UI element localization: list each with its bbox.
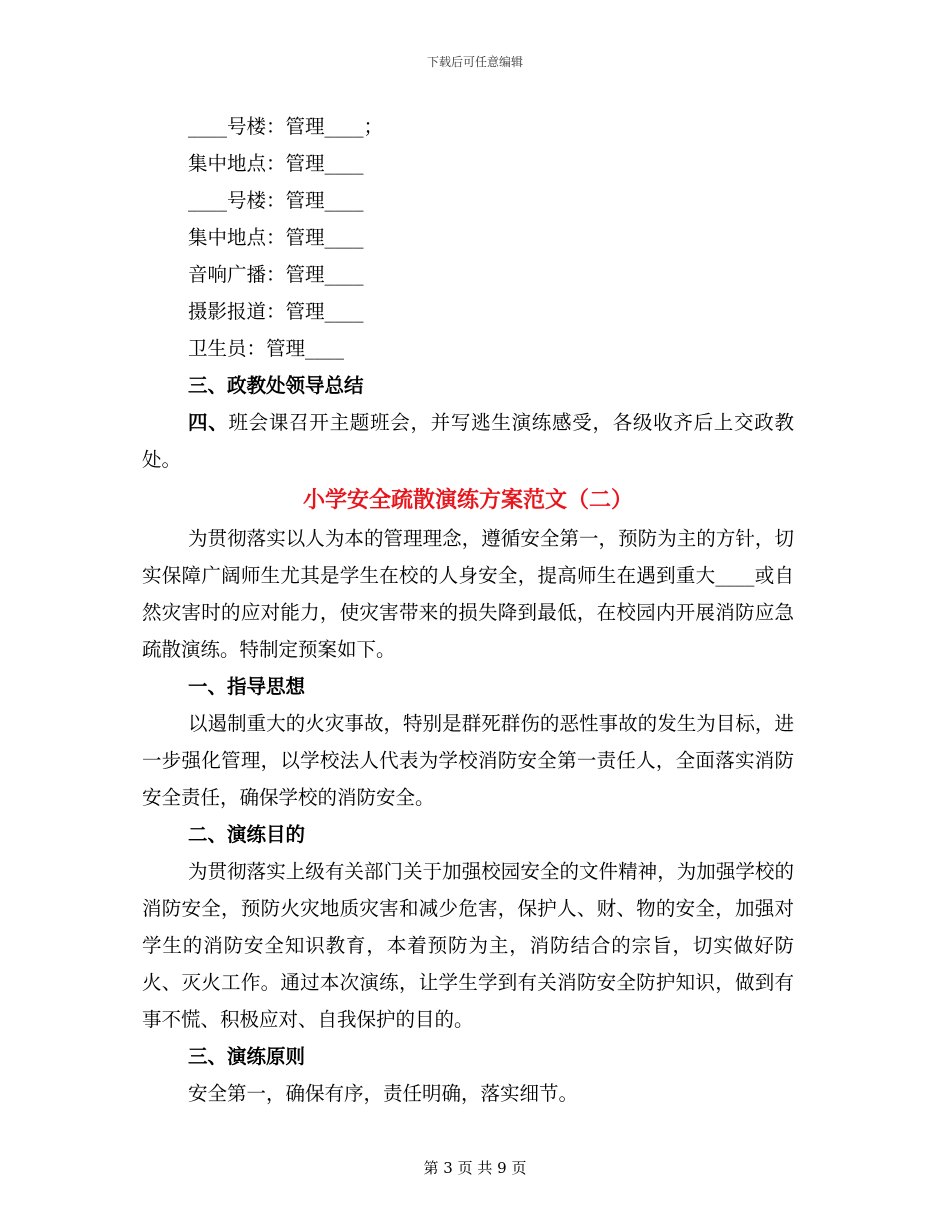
staff-line: ____号楼：管理____ xyxy=(188,189,364,212)
section-heading: 二、演练目的 xyxy=(188,823,306,846)
staff-line: ____号楼：管理____； xyxy=(188,115,384,138)
document-title: 小学安全疏散演练方案范文（二） xyxy=(302,487,633,513)
staff-line: 集中地点：管理____ xyxy=(188,226,364,249)
section-heading: 一、指导思想 xyxy=(188,675,306,698)
section-heading: 三、演练原则 xyxy=(188,1045,306,1068)
section-heading: 三、政教处领导总结 xyxy=(188,374,364,397)
section-paragraph: 为贯彻落实上级有关部门关于加强校园安全的文件精神，为加强学校的消防安全，预防火灾地质灾害和减少危害，保护人、财、物的安全，加强对学生的消防安全知识教育，本着预防为主，消防结合的宗旨，切实做好防火、灭火工作。通过本次演练，让学生学到有关消防安全防护知识，做到有事不慌、积极应对、自我保护的目的。 xyxy=(142,860,794,1031)
section-paragraph xyxy=(142,404,794,478)
document-body xyxy=(142,108,794,1112)
page-footer: 第 3 页 共 9 页 xyxy=(423,1159,527,1177)
section-label: 四、 xyxy=(188,411,229,434)
intro-paragraph: 为贯彻落实以人为本的管理理念，遵循安全第一，预防为主的方针，切实保障广阔师生尤其是学生在校的人身安全，提高师生在遇到重大____或自然灾害时的应对能力，使灾害带来的损失降到最低，在校园内开展消防应急疏散演练。特制定预案如下。 xyxy=(142,527,794,661)
section-paragraph: 安全第一，确保有序，责任明确，落实细节。 xyxy=(188,1082,579,1105)
header-note: 下载后可任意编辑 xyxy=(426,55,523,69)
section-paragraph: 以遏制重大的火灾事故，特别是群死群伤的恶性事故的发生为目标，进一步强化管理，以学校法人代表为学校消防安全第一责任人，全面落实消防安全责任，确保学校的消防安全。 xyxy=(142,712,794,809)
staff-line: 集中地点：管理____ xyxy=(188,152,364,175)
staff-line: 摄影报道：管理____ xyxy=(188,300,364,323)
staff-line: 卫生员：管理____ xyxy=(188,337,345,360)
staff-line: 音响广播：管理____ xyxy=(188,263,364,286)
section-text: 班会课召开主题班会，并写逃生演练感受，各级收齐后上交政教处。 xyxy=(142,411,794,471)
